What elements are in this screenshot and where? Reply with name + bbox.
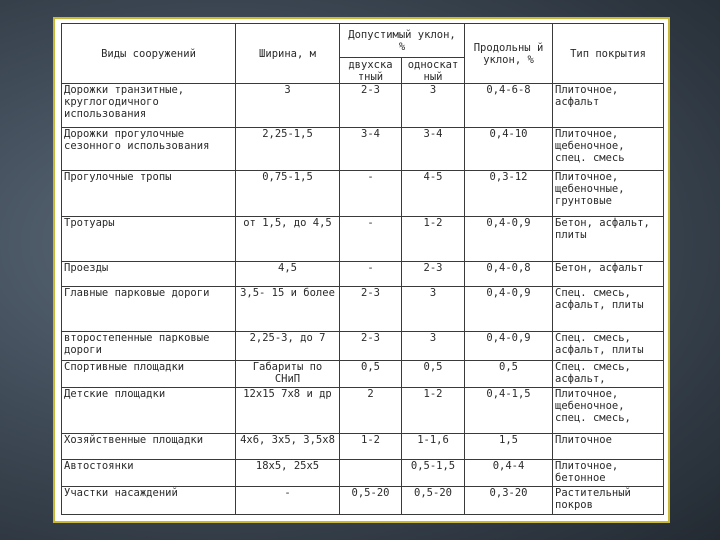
header-structure-types: Виды сооружений [62, 24, 236, 84]
cell-longitudinal-slope: 1,5 [465, 434, 553, 459]
cell-longitudinal-slope: 0,4-0,9 [465, 287, 553, 331]
cell-longitudinal-slope: 0,4-4 [465, 459, 553, 487]
cell-longitudinal-slope: 0,4-10 [465, 128, 553, 170]
cell-structure-name: Детские площадки [62, 387, 236, 434]
cell-two-slope: - [340, 170, 402, 217]
cell-structure-name: Прогулочные тропы [62, 170, 236, 217]
table-row [62, 217, 664, 261]
cell-longitudinal-slope: 0,3-20 [465, 487, 553, 515]
cell-one-slope: 0,5-20 [402, 487, 465, 515]
cell-width: 4,5 [236, 261, 340, 286]
cell-two-slope: 3-4 [340, 128, 402, 170]
cell-two-slope: 1-2 [340, 434, 402, 459]
cell-cover-type: Плиточное, щебеночное, спец. смесь [553, 128, 664, 170]
cell-two-slope: 0,5-20 [340, 487, 402, 515]
cell-one-slope: 0,5-1,5 [402, 459, 465, 487]
cell-two-slope: 2-3 [340, 287, 402, 331]
table-row [62, 128, 664, 170]
cell-width: Габариты по СНиП [236, 361, 340, 387]
slide-frame [53, 17, 670, 523]
cell-two-slope: 0,5 [340, 361, 402, 387]
cell-width: - [236, 487, 340, 515]
cell-two-slope: - [340, 217, 402, 261]
cell-one-slope: 1-2 [402, 387, 465, 434]
cell-cover-type: Спец. смесь, асфальт, плиты [553, 287, 664, 331]
cell-cover-type: Плиточное [553, 434, 664, 459]
table-row [62, 361, 664, 387]
table-row [62, 459, 664, 487]
cell-two-slope [340, 459, 402, 487]
cell-cover-type: Бетон, асфальт, плиты [553, 217, 664, 261]
cell-one-slope: 0,5 [402, 361, 465, 387]
cell-width: 12х15 7х8 и др [236, 387, 340, 434]
cell-one-slope: 3-4 [402, 128, 465, 170]
cell-cover-type: Плиточное, щебеночные, грунтовые [553, 170, 664, 217]
table-row [62, 434, 664, 459]
cell-cover-type: Растительный покров [553, 487, 664, 515]
cell-width: 3 [236, 84, 340, 128]
cell-longitudinal-slope: 0,4-0,9 [465, 217, 553, 261]
cell-longitudinal-slope: 0,5 [465, 361, 553, 387]
scanned-table-sheet [61, 23, 663, 515]
table-row [62, 170, 664, 217]
cell-width: 18х5, 25х5 [236, 459, 340, 487]
table-row [62, 287, 664, 331]
cell-cover-type: Плиточное, асфальт [553, 84, 664, 128]
cell-longitudinal-slope: 0,4-0,9 [465, 331, 553, 361]
cell-one-slope: 3 [402, 287, 465, 331]
cell-cover-type: Плиточное, бетонное [553, 459, 664, 487]
cell-cover-type: Спец. смесь, асфальт, плиты [553, 331, 664, 361]
cell-width: 4х6, 3х5, 3,5х8 [236, 434, 340, 459]
cell-two-slope: 2-3 [340, 331, 402, 361]
header-two-slope: двухска тный [340, 58, 402, 84]
table-row [62, 387, 664, 434]
cell-width: от 1,5, до 4,5 [236, 217, 340, 261]
cell-one-slope: 3 [402, 331, 465, 361]
header-width: Ширина, м [236, 24, 340, 84]
header-cover-type: Тип покрытия [553, 24, 664, 84]
cell-longitudinal-slope: 0,4-6-8 [465, 84, 553, 128]
cell-structure-name: Дорожки прогулочные сезонного использования [62, 128, 236, 170]
table-row [62, 331, 664, 361]
cell-structure-name: Участки насаждений [62, 487, 236, 515]
cell-structure-name: Тротуары [62, 217, 236, 261]
cell-cover-type: Плиточное, щебеночное, спец. смесь, [553, 387, 664, 434]
header-longitudinal-slope: Продольны й уклон, % [465, 24, 553, 84]
cell-cover-type: Бетон, асфальт [553, 261, 664, 286]
cell-structure-name: Дорожки транзитные, круглогодичного использования [62, 84, 236, 128]
cell-two-slope: 2 [340, 387, 402, 434]
header-allowed-slope: Допустимый уклон, % [340, 24, 465, 58]
cell-longitudinal-slope: 0,4-0,8 [465, 261, 553, 286]
table-row [62, 84, 664, 128]
cell-width: 2,25-1,5 [236, 128, 340, 170]
cell-one-slope: 1-2 [402, 217, 465, 261]
cell-longitudinal-slope: 0,3-12 [465, 170, 553, 217]
cell-two-slope: 2-3 [340, 84, 402, 128]
cell-longitudinal-slope: 0,4-1,5 [465, 387, 553, 434]
cell-one-slope: 4-5 [402, 170, 465, 217]
cell-cover-type: Спец. смесь, асфальт, [553, 361, 664, 387]
cell-one-slope: 1-1,6 [402, 434, 465, 459]
cell-width: 3,5- 15 и более [236, 287, 340, 331]
cell-structure-name: Хозяйственные площадки [62, 434, 236, 459]
table-row [62, 487, 664, 515]
table-row [62, 261, 664, 286]
cell-two-slope: - [340, 261, 402, 286]
cell-structure-name: Проезды [62, 261, 236, 286]
cell-width: 2,25-3, до 7 [236, 331, 340, 361]
structures-table [61, 23, 664, 515]
cell-one-slope: 2-3 [402, 261, 465, 286]
cell-structure-name: Главные парковые дороги [62, 287, 236, 331]
cell-structure-name: второстепенные парковые дороги [62, 331, 236, 361]
cell-structure-name: Автостоянки [62, 459, 236, 487]
cell-one-slope: 3 [402, 84, 465, 128]
header-one-slope: односкат ный [402, 58, 465, 84]
cell-width: 0,75-1,5 [236, 170, 340, 217]
cell-structure-name: Спортивные площадки [62, 361, 236, 387]
